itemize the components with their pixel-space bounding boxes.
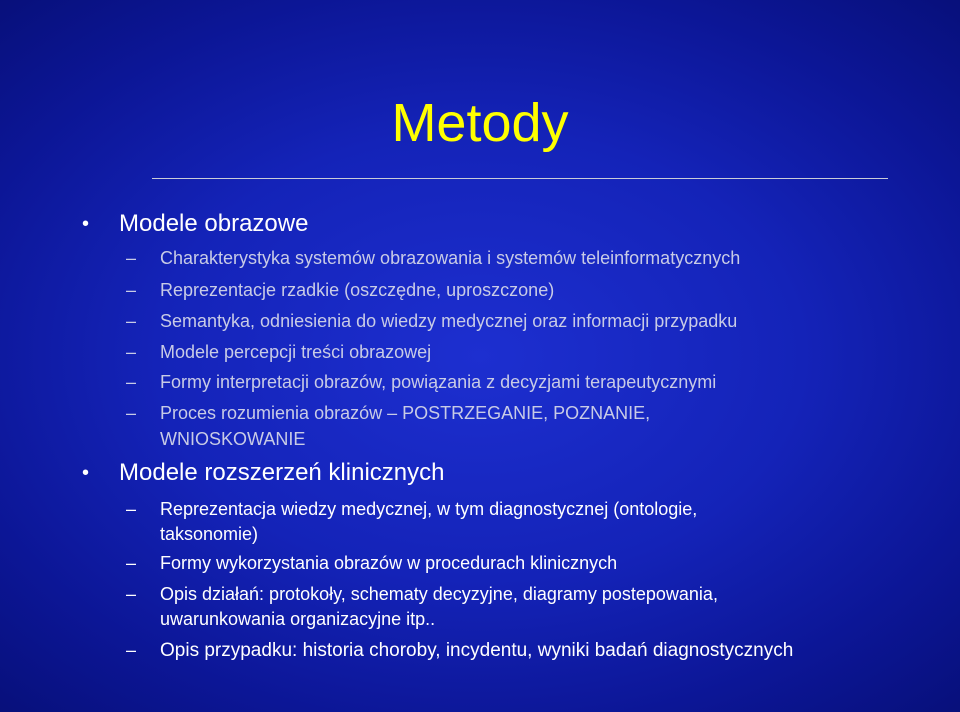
sub-item-text: Charakterystyka systemów obrazowania i systemów teleinformatycznych: [160, 248, 741, 268]
slide-title: Metody: [391, 93, 569, 153]
bullet-icon: •: [82, 213, 90, 235]
dash-icon: –: [126, 553, 137, 573]
dash-icon: –: [126, 372, 137, 392]
bullet-heading: Modele rozszerzeń klinicznych: [119, 459, 445, 486]
sub-item-text: Semantyka, odniesienia do wiedzy medycznej oraz informacji przypadku: [160, 311, 738, 331]
sub-item-text: Modele percepcji treści obrazowej: [160, 342, 432, 362]
sub-item-text: Reprezentacja wiedzy medycznej, w tym diagnostycznej (ontologie,: [160, 499, 698, 519]
dash-icon: –: [126, 640, 137, 660]
dash-icon: –: [126, 342, 137, 362]
sub-item-text: Proces rozumienia obrazów – POSTRZEGANIE, POZNANIE,: [160, 403, 651, 423]
dash-icon: –: [126, 311, 137, 331]
bullet-icon: •: [82, 462, 90, 484]
sub-item-text: Formy interpretacji obrazów, powiązania z decyzjami terapeutycznymi: [160, 372, 717, 392]
dash-icon: –: [126, 584, 137, 604]
sub-item-text: uwarunkowania organizacyjne itp..: [160, 609, 436, 629]
dash-icon: –: [126, 499, 137, 519]
sub-item-text: Formy wykorzystania obrazów w procedurach klinicznych: [160, 553, 618, 573]
sub-item-text: Opis działań: protokoły, schematy decyzyjne, diagramy postepowania,: [160, 584, 718, 604]
bullet-heading: Modele obrazowe: [119, 210, 309, 237]
sub-item-text: WNIOSKOWANIE: [160, 429, 306, 449]
sub-item-text: taksonomie): [160, 524, 259, 544]
dash-icon: –: [126, 248, 137, 268]
dash-icon: –: [126, 280, 137, 300]
dash-icon: –: [126, 403, 137, 423]
sub-item-text: Reprezentacje rzadkie (oszczędne, uproszczone): [160, 280, 555, 300]
sub-item-text: Opis przypadku: historia choroby, incydentu, wyniki badań diagnostycznych: [160, 640, 794, 661]
